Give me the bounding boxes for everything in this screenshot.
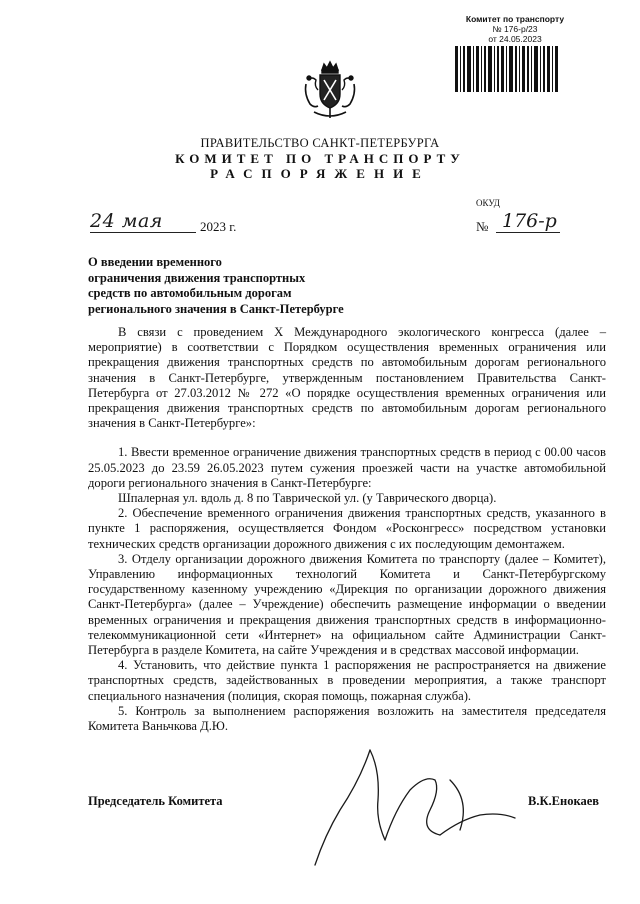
signatory-name: В.К.Енокаев	[528, 794, 600, 808]
document-subject	[88, 255, 388, 317]
clause-1: 1. Ввести временное ограничение движения транспортных средств в период с 00.00 часов 25.05.2023 до 23.59 26.05.2023 путем сужения проезжей части на участке автомобильной дороги регионального значения в Санкт-Петербурге:	[88, 445, 606, 490]
clause-3: 3. Отделу организации дорожного движения Комитета по транспорту (далее – Комитет), Управлению информационных технологий Комитета и Санкт-Петербургскому государственному казенному учреждению «Дирекция по организации дорожного движения Санкт-Петербурга» (далее – Учреждение) обеспечить размещение информации о введении временных ограничения и прекращения движения транспортных средств в информационно-телекоммуникационной сети «Интернет» на официальном сайте Администрации Санкт-Петербурга в разделе Комитета, на сайте Учреждения и в средствах массовой информации.	[88, 551, 606, 658]
clause-1-location: Шпалерная ул. вдоль д. 8 по Таврической ул. (у Таврического дворца).	[118, 491, 497, 506]
stamp-date: от 24.05.2023	[488, 34, 542, 44]
number-underline	[496, 232, 560, 233]
subject-line: О введении временного	[88, 255, 222, 269]
committee-title: КОМИТЕТ ПО ТРАНСПОРТУ	[175, 151, 465, 166]
document-type: РАСПОРЯЖЕНИЕ	[210, 166, 430, 181]
clause-4: 4. Установить, что действие пункта 1 распоряжения не распространяется на движение транспортных средств, задействованных в проведении мероприятия, а также транспорт специального назначения (полиция, скорая помощь, пожарная служба).	[88, 658, 606, 703]
document-body	[88, 325, 606, 734]
preamble-paragraph: В связи с проведением X Международного экологического конгресса (далее – мероприятие) в соответствии с Порядком осуществления временных ограничения или прекращения движения транспортных средств по автомобильным дорогам регионального значения в Санкт-Петербурге, утвержденным постановлением Правительства Санкт-Петербурга от 27.03.2012 № 272 «О порядке осуществления временных ограничения или прекращения движения транспортных средств по автомобильным дорогам регионального значения в Санкт-Петербурге»:	[88, 325, 606, 431]
document-date	[90, 210, 290, 238]
date-underline	[90, 232, 196, 233]
stamp-number: № 176-р/23	[492, 24, 538, 34]
number-sign: №	[476, 219, 489, 234]
government-title: ПРАВИТЕЛЬСТВО САНКТ-ПЕТЕРБУРГА	[200, 136, 440, 150]
subject-line: регионального значения в Санкт-Петербурге	[88, 301, 344, 316]
handwritten-number: 176-р	[502, 210, 557, 232]
coat-of-arms-emblem	[300, 60, 360, 122]
registration-stamp	[455, 14, 575, 44]
stamp-org: Комитет по транспорту	[465, 14, 565, 24]
handwritten-date: 24 мая	[90, 210, 163, 232]
date-year: 2023 г.	[200, 219, 237, 234]
signatory-title: Председатель Комитета	[88, 794, 223, 808]
clause-5: 5. Контроль за выполнением распоряжения возложить на заместителя председателя Комитета Ваньчкова Д.Ю.	[88, 703, 606, 734]
clause-2: 2. Обеспечение временного ограничения движения транспортных средств, указанного в пункте 1 распоряжения, осуществляется Фондом «Росконгресс» посредством установки технических средств организации дорожного движения с их последующим демонтажем.	[88, 506, 606, 551]
okud-label: ОКУД	[476, 198, 500, 208]
subject-line: ограничения движения транспортных	[88, 270, 306, 285]
subject-line: средств по автомобильным дорогам	[88, 286, 292, 300]
document-number	[476, 210, 576, 238]
barcode-graphic	[455, 46, 560, 92]
